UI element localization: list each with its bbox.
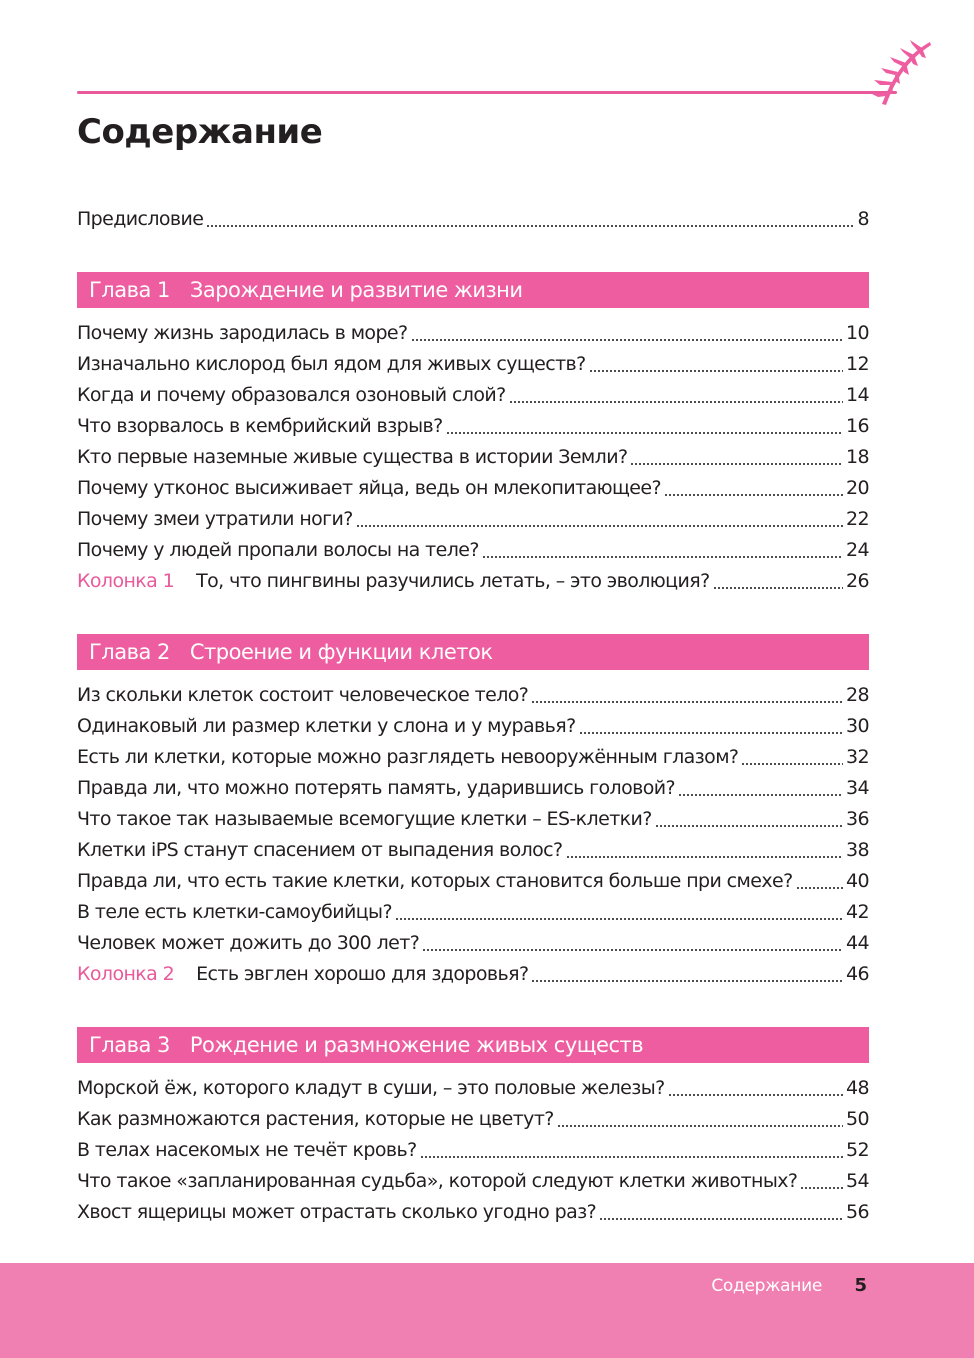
toc-entry[interactable] <box>77 777 869 803</box>
toc-entry[interactable] <box>77 322 869 348</box>
toc-entry-page: 12 <box>846 353 869 375</box>
toc-entry-page: 14 <box>846 384 869 406</box>
toc-entry-title: Почему утконос высиживает яйца, ведь он млекопитающее? <box>77 477 661 499</box>
toc-entry[interactable] <box>77 870 869 896</box>
toc-entry-title: В теле есть клетки-самоубийцы? <box>77 901 392 923</box>
toc-entry[interactable] <box>77 1108 869 1134</box>
dot-leader <box>422 948 843 952</box>
toc-entry-title: Почему жизнь зародилась в море? <box>77 322 408 344</box>
column-label: Колонка 1 <box>77 570 175 592</box>
dot-leader <box>531 979 843 983</box>
toc-entry-page: 36 <box>846 808 869 830</box>
toc-entry[interactable] <box>77 808 869 834</box>
toc-entry-title: Что такое «запланированная судьба», которой следуют клетки животных? <box>77 1170 798 1192</box>
toc-entry-title: Предисловие <box>77 208 204 230</box>
toc-entry[interactable] <box>77 901 869 927</box>
toc-entry[interactable] <box>77 446 869 472</box>
toc-entry-page: 20 <box>846 477 869 499</box>
toc-entry[interactable] <box>77 384 869 410</box>
toc-entry[interactable] <box>77 477 869 503</box>
dot-leader <box>655 824 843 828</box>
toc-entry-title: Морской ёж, которого кладут в суши, – это половые железы? <box>77 1077 665 1099</box>
toc-entry-title: Когда и почему образовался озоновый слой? <box>77 384 506 406</box>
dot-leader <box>589 369 843 373</box>
toc-entry-title: Почему змеи утратили ноги? <box>77 508 353 530</box>
toc-entry-page: 44 <box>846 932 869 954</box>
toc-entry-page: 24 <box>846 539 869 561</box>
toc-entry-title: Одинаковый ли размер клетки у слона и у муравья? <box>77 715 576 737</box>
toc-entry-page: 34 <box>846 777 869 799</box>
dot-leader <box>664 493 843 497</box>
toc-entry-page: 38 <box>846 839 869 861</box>
chapter-number: Глава 1 <box>89 278 170 302</box>
toc-entry[interactable] <box>77 715 869 741</box>
dot-leader <box>206 224 854 228</box>
toc-entry-title: Человек может дожить до 300 лет? <box>77 932 420 954</box>
dot-leader <box>668 1093 843 1097</box>
dot-leader <box>531 700 843 704</box>
toc-entry[interactable] <box>77 1077 869 1103</box>
toc-entry[interactable] <box>77 932 869 958</box>
toc-column-entry[interactable] <box>77 570 869 596</box>
toc-entry-page: 26 <box>846 570 869 592</box>
toc-entry-page: 28 <box>846 684 869 706</box>
toc-entry-page: 16 <box>846 415 869 437</box>
chapter-number: Глава 2 <box>89 640 170 664</box>
dot-leader <box>630 462 843 466</box>
toc-entry-title: В телах насекомых не течёт кровь? <box>77 1139 417 1161</box>
toc-entry-title: Кто первые наземные живые существа в истории Земли? <box>77 446 628 468</box>
toc-entry-page: 46 <box>846 963 869 985</box>
toc-entry-page: 22 <box>846 508 869 530</box>
chapter-title: Зарождение и развитие жизни <box>189 278 523 302</box>
toc-entry-page: 42 <box>846 901 869 923</box>
toc-entry-title: Правда ли, что можно потерять память, ударившись головой? <box>77 777 675 799</box>
column-label: Колонка 2 <box>77 963 175 985</box>
dot-leader <box>356 524 843 528</box>
dot-leader <box>509 400 843 404</box>
dot-leader <box>411 338 844 342</box>
toc-entry-page: 10 <box>846 322 869 344</box>
page-title: Содержание <box>77 112 323 152</box>
footer-section-label: Содержание <box>711 1276 822 1296</box>
toc-entry-title: Из скольки клеток состоит человеческое тело? <box>77 684 529 706</box>
toc-entry[interactable] <box>77 839 869 865</box>
dot-leader <box>678 793 843 797</box>
toc-entry-title: Клетки iPS станут спасением от выпадения волос? <box>77 839 563 861</box>
header-rule <box>77 91 897 94</box>
toc-entry-page: 32 <box>846 746 869 768</box>
dot-leader <box>741 762 843 766</box>
dot-leader <box>420 1155 843 1159</box>
dot-leader <box>566 855 844 859</box>
toc-column-entry[interactable] <box>77 963 869 989</box>
toc-entry-title: Что такое так называемые всемогущие клетки – ES-клетки? <box>77 808 652 830</box>
dot-leader <box>800 1186 843 1190</box>
toc-entry-title: Есть эвглен хорошо для здоровья? <box>196 963 529 985</box>
toc-entry-page: 54 <box>846 1170 869 1192</box>
toc-entry[interactable] <box>77 353 869 379</box>
toc-entry-title: Почему у людей пропали волосы на теле? <box>77 539 479 561</box>
dot-leader <box>395 917 843 921</box>
dot-leader <box>579 731 843 735</box>
toc-entry-title: То, что пингвины разучились летать, – это эволюция? <box>196 570 710 592</box>
toc-entry-page: 40 <box>846 870 869 892</box>
toc-entry-title: Хвост ящерицы может отрастать сколько угодно раз? <box>77 1201 597 1223</box>
toc-entry-page: 48 <box>846 1077 869 1099</box>
toc-entry[interactable] <box>77 746 869 772</box>
chapter-heading[interactable] <box>77 1027 869 1063</box>
dot-leader <box>796 886 843 890</box>
footer-band <box>0 1263 974 1358</box>
dot-leader <box>446 431 843 435</box>
toc-entry[interactable] <box>77 415 869 441</box>
toc-entry-page: 30 <box>846 715 869 737</box>
toc-entry[interactable] <box>77 1170 869 1196</box>
chapter-title: Рождение и размножение живых существ <box>189 1033 644 1057</box>
toc-entry[interactable] <box>77 684 869 710</box>
toc-entry-page: 52 <box>846 1139 869 1161</box>
fern-leaf-icon <box>852 38 932 108</box>
dot-leader <box>557 1124 843 1128</box>
chapter-title: Строение и функции клеток <box>189 640 493 664</box>
toc-entry-page: 50 <box>846 1108 869 1130</box>
toc-entry[interactable] <box>77 1201 869 1227</box>
dot-leader <box>482 555 843 559</box>
chapter-number: Глава 3 <box>89 1033 170 1057</box>
toc-entry[interactable] <box>77 208 869 234</box>
chapter-heading[interactable] <box>77 272 869 308</box>
toc-entry[interactable] <box>77 539 869 565</box>
toc-entry[interactable] <box>77 1139 869 1165</box>
toc-entry[interactable] <box>77 508 869 534</box>
toc-entry-title: Правда ли, что есть такие клетки, которых становится больше при смехе? <box>77 870 793 892</box>
dot-leader <box>713 586 843 590</box>
toc-entry-title: Изначально кислород был ядом для живых существ? <box>77 353 586 375</box>
page-number: 5 <box>854 1275 867 1296</box>
chapter-heading[interactable] <box>77 634 869 670</box>
dot-leader <box>599 1217 843 1221</box>
toc-entry-page: 8 <box>857 208 869 230</box>
toc-entry-title: Есть ли клетки, которые можно разглядеть невооружённым глазом? <box>77 746 739 768</box>
toc-entry-page: 56 <box>846 1201 869 1223</box>
toc-entry-title: Что взорвалось в кембрийский взрыв? <box>77 415 443 437</box>
toc-entry-title: Как размножаются растения, которые не цветут? <box>77 1108 554 1130</box>
toc-entry-page: 18 <box>846 446 869 468</box>
